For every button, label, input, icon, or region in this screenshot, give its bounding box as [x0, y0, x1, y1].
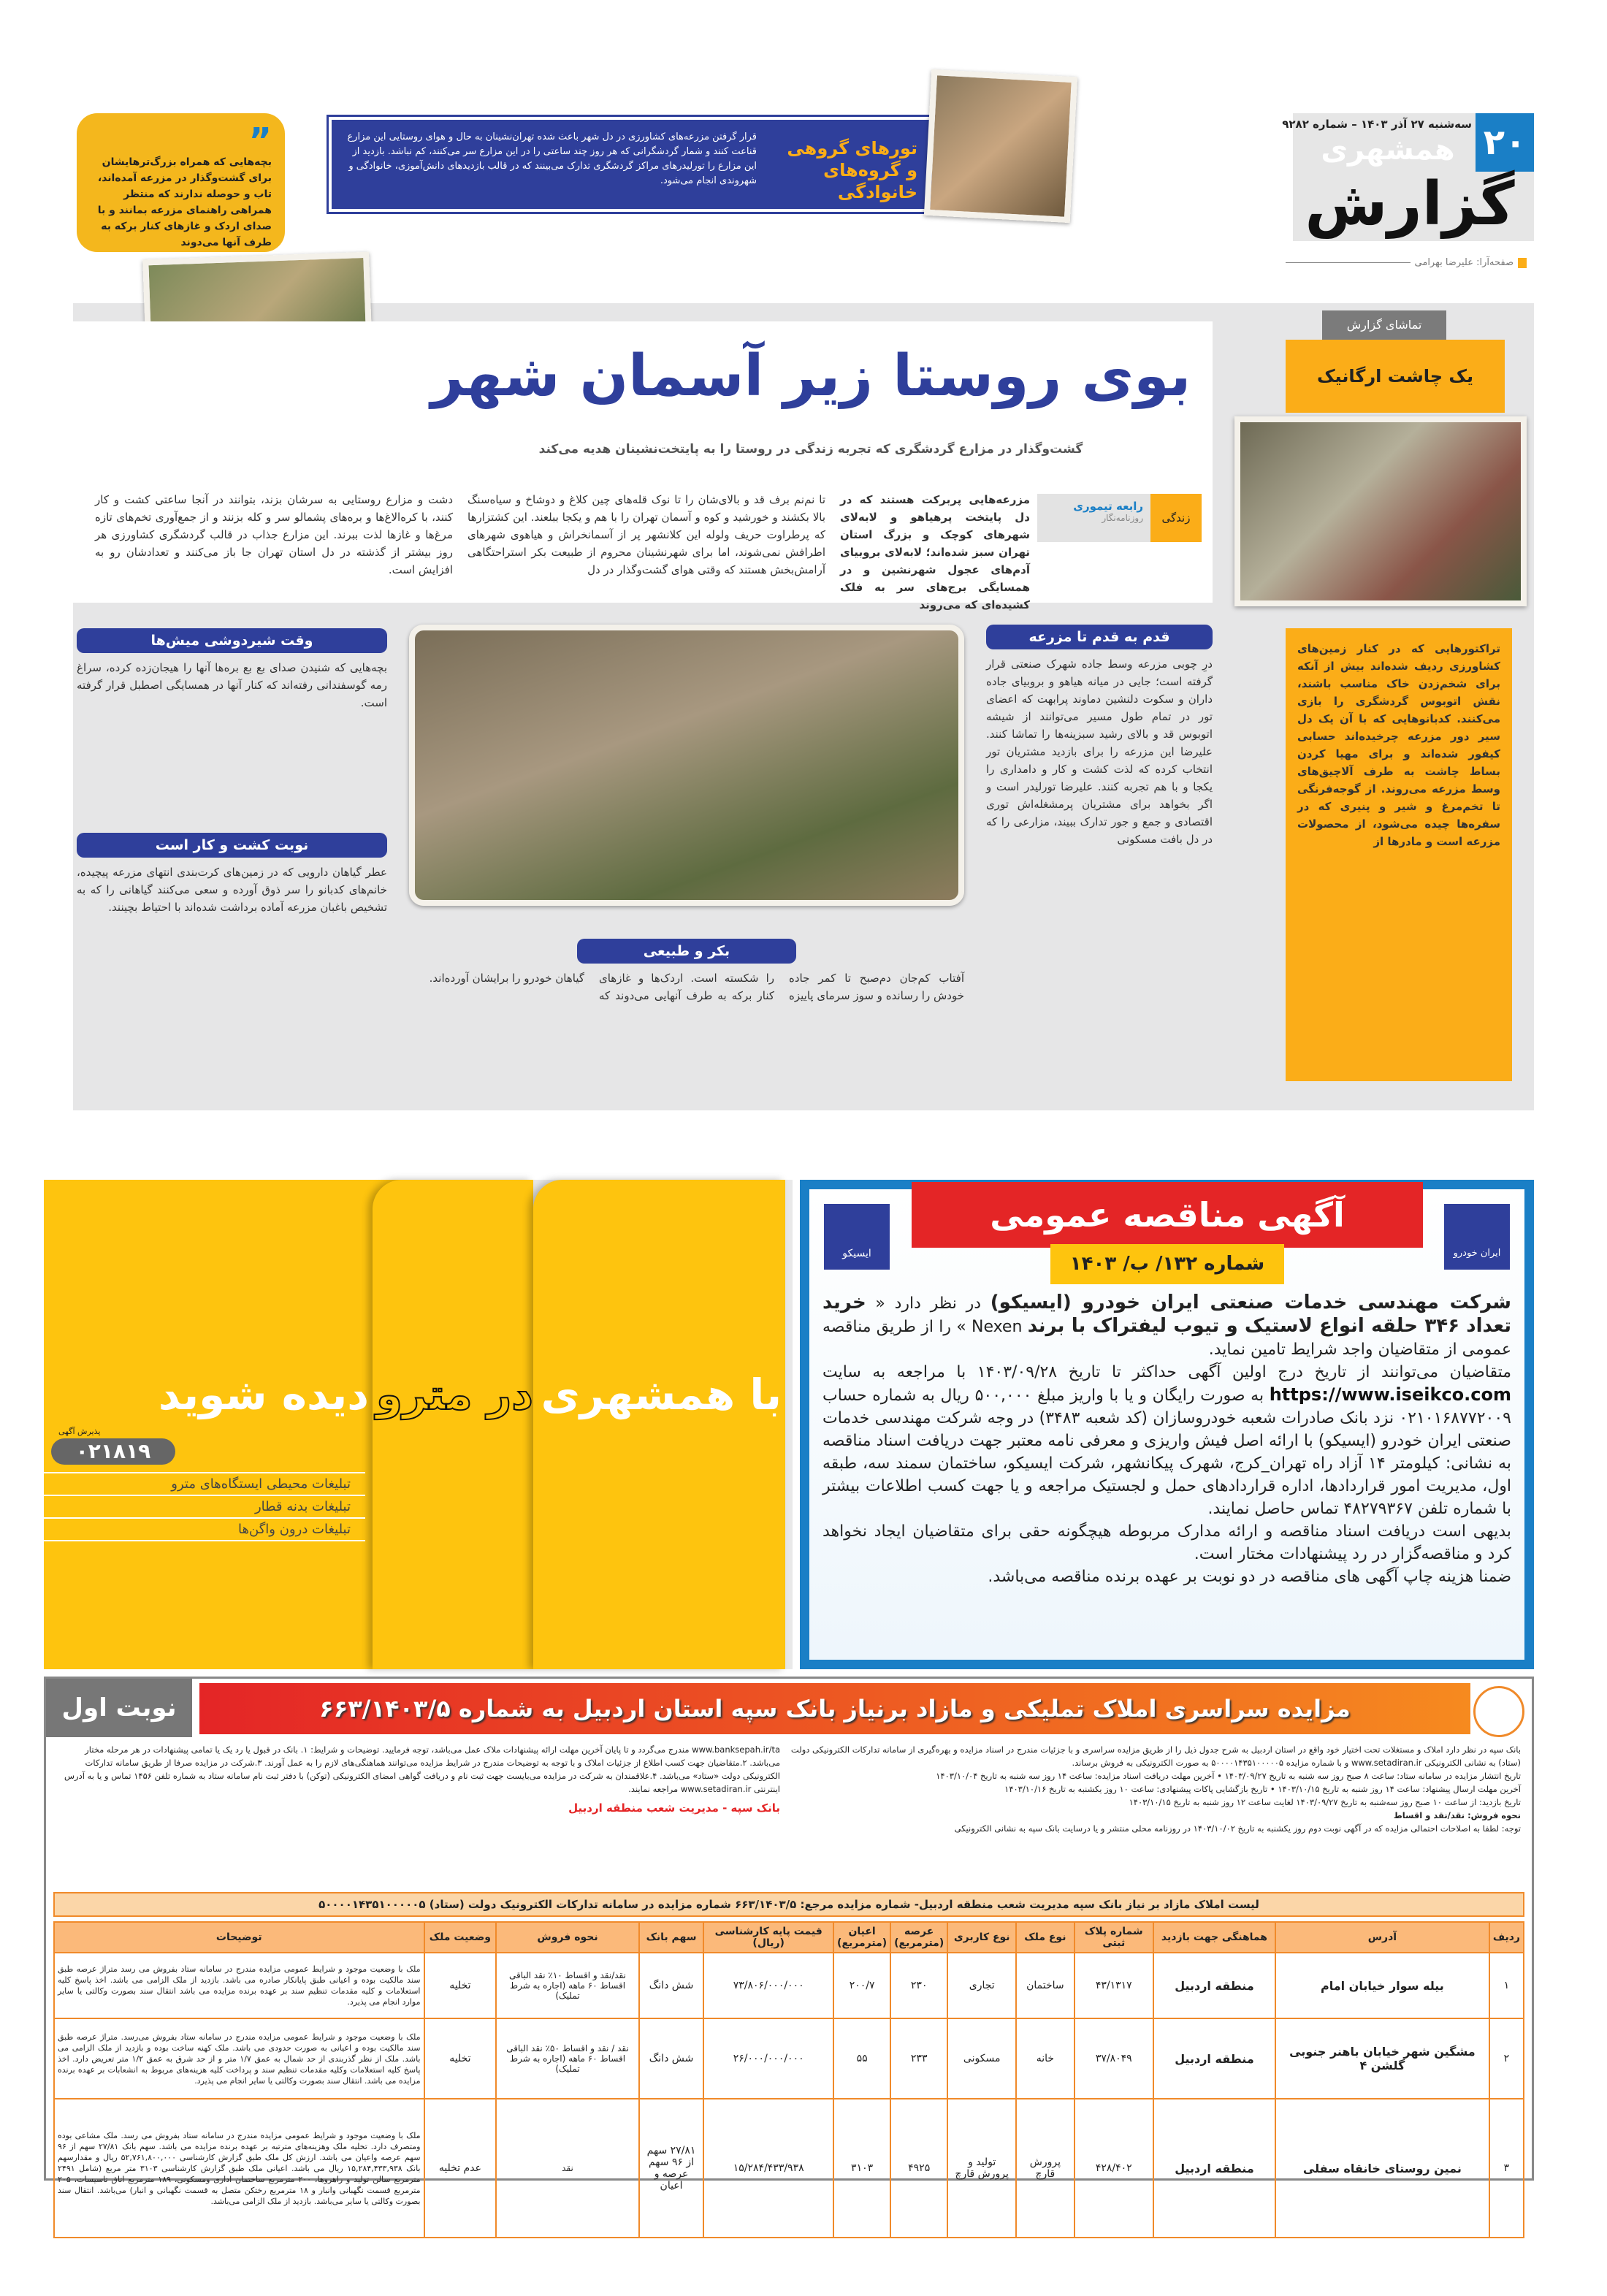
table-cell: ساختمان	[1016, 1953, 1074, 2018]
bullet-icon	[1518, 258, 1527, 268]
table-cell: ۴۳/۱۳۱۷	[1074, 1953, 1153, 2018]
table-cell: عدم تخلیه	[424, 2099, 497, 2238]
table-cell: تجاری	[947, 1953, 1016, 2018]
auction-title: مزایده سراسری املاک تملیکی و مازاد برنیاز بانک سپه استان اردبیل به شماره ۶۶۳/۱۴۰۳/۵	[199, 1683, 1470, 1734]
column-header: قیمت پایه کارشناسی (ریال)	[703, 1922, 833, 1953]
quote-icon: ”	[248, 121, 272, 161]
tender-url-link[interactable]: https://www.iseikco.com	[1269, 1384, 1511, 1405]
divider	[1286, 262, 1411, 263]
category-tag: زندگی	[1150, 494, 1202, 542]
table-cell: منطقه اردبیل	[1153, 2099, 1275, 2238]
table-cell: ۳۷/۸۰۴۹	[1074, 2018, 1153, 2099]
table-cell: ملک با وضعیت موجود و شرایط عمومی مزایده مندرج در سامانه ستاد بفروش می‌رسد. متراژ عرصه طبق سند مالکیت بوده و اعیانی به صورت حدودی می باشد. ملک کهنه ساخت بوده و بازدید از ملک الزامی می باشد. ملک از نظر گذربندی از حد شمال به عمق ۱/۷ متر و از حد شرق به عمق ۱/۲ متر تعریض دارد. اخذ پاسخ کلیه استعلامات وکلیه مقدمات تنظیم سند و پرداخت کلیه هزینه‌های مربوط به انشعابات بر عهده برنده مزایده می باشد. انتقال سند بصورت وکالتی یا سایر انجام می پذیرد.	[54, 2018, 424, 2099]
table-cell: پرورش قارچ	[1016, 2099, 1074, 2238]
table-cell: ملک با وضعیت موجود و شرایط عمومی مزایده مندرج در سامانه ستاد بفروش می رسد متراژ عرصه طبق سند مالکیت بوده و اعیانی طبق پایانکار صادره می باشد. بازدید از ملک الزامی می باشد. اخذ پاسخ کلیه استعلامات و کلیه مقدمات تنظیم سند بر عهده برنده مزایده می باشد انتقال سند بصورت وکالتی یا سایر موارد انجام می پذیرد.	[54, 1953, 424, 2018]
auction-table	[53, 1921, 1524, 2238]
article-col-3: دشت و مزارع روستایی به سرشان بزند، بتوانند در آنجا ساعتی کشت و کار کنند، با کره‌الاغ‌ها و بره‌های پشمالو سر و کله بزنند و از جمع‌آوری تخم‌های تازه مرغ‌ها و غازها لذت ببرند. این مزارع جذاب در قالب گردشگری کشاورزی هر روز بیشتر از گذشته در دل استان تهران جا باز می‌کنند و تعدادشان رو به افزایش است.	[95, 493, 453, 576]
photo-farm-visitors	[409, 625, 964, 906]
section-pristine: بکر و طبیعی آفتاب کم‌جان دم‌صبح تا کمر جاده خودش را رسانده و سوز سرمای پاییزه را شکسته است. اردک‌ها و غازهای کنار برکه به طرف آنهایی می‌دوند که گیاهان خودرو را برایشان آورده‌اند.	[409, 939, 964, 1073]
table-cell: نمین روستای خانقاه سفلی	[1275, 2099, 1489, 2238]
table-cell: تولید و پرورش قارچ	[947, 2099, 1016, 2238]
column-header: نوع کاربری	[947, 1922, 1016, 1953]
column-header: سهم بانک	[639, 1922, 704, 1953]
table-cell: ملک با وضعیت موجود و شرایط عمومی مزایده مندرج در سامانه ستاد بفروش می رسد. ملک مشاعی بوده ومتصرف دارد. تخلیه ملک وهزینه‌های مترتبه بر عهده برنده مزایده می باشد. سهم بانک ۲۷/۸۱ سهم از ۹۶ سهم عرصه واعیان می باشد. ارزش کل ملک طبق گزارش کارشناسی ۵۲,۷۶۱,۸۰۰,۰۰۰ ریال و مقدارسهم بانک ۱۵,۲۸۴,۴۳۳,۹۳۸ ریال می باشد. اعیانی ملک طبق گزارش کارشناسی ۳۱۰۳ متر مربع (شامل ۲۴۹۱ مترمربع سالن تولید و راهروها، ۲۰۰ مترمربع ساختمان اداری ومسکونی، ۱۸۹ مترمربع اتاق تاسیسات، ۲۰۵ مترمربع قسمت نگهبانی وانبار و ۱۸ مترمربع رختکن متصل به قسمت نگهبانی و انبار) می‌باشد. انتقال سند بصورت وکالتی یا سایر می‌باشد. بازدید از ملک الزامی می‌باشد.	[54, 2099, 424, 2238]
section-title: قدم به قدم تا مزرعه	[986, 625, 1213, 649]
table-row	[54, 2018, 1524, 2099]
pull-quote: ” بچه‌هایی که همراه بزرگ‌ترهایشان برای گشت‌وگذار در مزرعه آمده‌اند، تاب و حوصله ندارند که منتظر همراهی راهنمای مزرعه بمانند و با صدای اردک و غازهای کنار برکه به طرف آنها می‌دوند	[77, 113, 285, 252]
tender-number: شماره ۱۳۲/ ب/ ۱۴۰۳	[1050, 1244, 1284, 1284]
table-cell: ۷۳/۸۰۶/۰۰۰/۰۰۰	[703, 1953, 833, 2018]
photo-group	[1234, 416, 1527, 606]
table-cell: منطقه اردبیل	[1153, 1953, 1275, 2018]
section-title: گزارش	[1305, 169, 1515, 239]
tender-ad	[800, 1180, 1534, 1669]
metro-ad-line3: دیده شوید	[158, 1370, 369, 1419]
table-row	[54, 2099, 1524, 2238]
teaser-banner	[329, 117, 935, 212]
author-role: روزنامه‌نگار	[1102, 513, 1143, 523]
tender-para-2: متقاضیان می‌توانند از تاریخ درج اولین آگهی حداکثر تا تاریخ ۱۴۰۳/۰۹/۲۸ با مراجعه به سایت https://www.iseikco.com به صورت رایگان و یا با واریز مبلغ ۵۰۰,۰۰۰ ریال به شماره حساب ۰۲۱۰۱۶۸۷۷۲۰۰۹ نزد بانک صادرات شعبه خودروسازان (کد شعبه ۳۴۸۳) در وجه شرکت مهندسی خدمات صنعتی ایران خودرو (ایسیکو) با ارائه اصل فیش واریزی و معرفی نامه معتبر جهت دریافت اسناد مناقصه به نشانی: کیلومتر ۱۴ آزاد راه تهران_کرج، شهرک پیکانشهر، شرکت ایسیکو، ساختمان سمند سه، طبقه اول، مدیریت امور قراردادها، اداره قراردادهای حمل و لجستیک مراجعه و یا جهت کسب اطلاعات بیشتر با شماره تلفن ۴۸۲۷۹۳۶۷ تماس حاصل نمایند.	[822, 1363, 1512, 1518]
column-header: شماره پلاک ثبتی	[1074, 1922, 1153, 1953]
table-cell: ۳۱۰۳	[833, 2099, 890, 2238]
table-cell: تخلیه	[424, 1953, 497, 2018]
table-cell: تخلیه	[424, 2018, 497, 2099]
table-cell: ۱	[1489, 1953, 1524, 2018]
table-cell: ۲۳۰	[890, 1953, 947, 2018]
table-cell: شش دانگ	[639, 2018, 704, 2099]
banner-title: تورهای گروهی و گروه‌های خانوادگی	[787, 138, 917, 202]
banner-text: قرار گرفتن مزرعه‌های کشاورزی در دل شهر باعث شده تهران‌نشینان به حال و هوای روستایی این مزارع قناعت کنند و شمار گردشگرانی که هر روز چند ساعتی را در این مزارع سر می‌کنند، کم نباشد. بازدید از این مزارع را تورلیدرهای مراکز گردشگری تدارک می‌بینند که در قالب بازدیدهای دانش‌آموزی، خانوادگی و شهروندی انجام می‌شود.	[347, 131, 757, 186]
table-cell: ۳	[1489, 2099, 1524, 2238]
ad-item: تبلیغات بدنه قطار	[44, 1495, 365, 1517]
iseikco-logo: ایسیکو	[824, 1204, 890, 1270]
column-header: نحوه فروش	[496, 1922, 638, 1953]
metro-ad-line1: با همشهری	[541, 1370, 782, 1419]
column-header: وضعیت ملک	[424, 1922, 497, 1953]
section-step-by-step: قدم به قدم تا مزرعه درِ چوبی مزرعه وسط جاده شهرک صنعتی قرار گرفته است؛ جایی در میانه هیاهو و بروبیای جاده‌ داران و سکوت دلنشین دماوند پرابهت که اعضای تور در تمام طول مسیر می‌توانند از شیشه اتوبوس قد و بالای رشید سبزینه‌ها را تماشا کنند. علیرضا این مزرعه را برای بازدید مشتریان تور انتخاب کرده که لذت کشت و کار و دامداری را یکجا و با هم تجربه کنند. علیرضا تورلیدر است و اگر بخواهد برای مشتریان پرمشغله‌اش توری اقتصادی و جمع و جور تدارک ببیند، مزارعی را که در دل بافت مسکونی	[986, 625, 1213, 1088]
column-header: ردیف	[1489, 1922, 1524, 1953]
table-cell: منطقه اردبیل	[1153, 2018, 1275, 2099]
table-cell: ۲۰۰/۷	[833, 1953, 890, 2018]
column-header: نوع ملک	[1016, 1922, 1074, 1953]
tender-title: آگهی مناقصه عمومی	[912, 1182, 1423, 1248]
page-number: ۲۰	[1476, 113, 1534, 172]
author-name: رابعه تیموری	[1073, 500, 1143, 513]
table-cell: ۴۹۲۵	[890, 2099, 947, 2238]
column-header: توضیحات	[54, 1922, 424, 1953]
auction-list-title: لیست املاک مازاد بر نیاز بانک سپه مدیریت شعب منطقه اردبیل- شماره مزایده مرجع: ۶۶۳/۱۴۰۳/۵ شماره مزایده در سامانه تدارکات الکترونیک دولت (ستاد) ۵۰۰۰۰۱۴۳۵۱۰۰۰۰۰۵	[53, 1892, 1524, 1917]
ikco-logo: ایران خودرو	[1444, 1204, 1510, 1270]
article-col-2: تا نم‌نم برف قد و بالای‌شان را تا نوک قله‌های چین کلاغ و دوشاخ و سیاه‌سنگ بالا بکشند و خورشید و کوه و آسمان تهران را با هم و یکجا ببلعند. این کشتزارها که پرطراوت حریف ولوله این کلانشهر پر از آسمانخراش و هیاهوی شهرهای اطرافش نمی‌شوند، اما برای شهرنشینان محروم از طبیعت بکر استراحتگاهی آرامش‌بخش هستند که وقتی هوای گشت‌وگذار در دل	[467, 493, 825, 576]
table-cell: مشگین شهر خیابان باهنر جنوبی گلشن ۴	[1275, 2018, 1489, 2099]
metro-ad-items	[44, 1472, 365, 1541]
round-badge: نوبت اول	[46, 1679, 192, 1737]
date-line: سه‌شنبه ۲۷ آذر ۱۴۰۳ – شماره ۹۲۸۲	[1282, 118, 1472, 131]
column-header: عرصه (مترمربع)	[890, 1922, 947, 1953]
photo-child-donkey	[924, 69, 1077, 223]
paper-name: همشهری	[1321, 133, 1455, 167]
sidebar-title: یک چاشت ارگانیک	[1286, 340, 1505, 413]
tender-para-1: شرکت مهندسی خدمات صنعتی ایران خودرو (ایسیکو) در نظر دارد « خرید تعداد ۳۴۶ حلقه انواع لاستیک و تیوب لیفتراک با برند Nexen » را از طریق مناقصه عمومی از متقاضیان واجد شرایط تامین نماید.	[822, 1292, 1511, 1359]
table-cell: شش دانگ	[639, 1953, 704, 2018]
table-cell: ۲	[1489, 2018, 1524, 2099]
table-cell: نقد	[496, 2099, 638, 2238]
lead-text: مزرعه‌هایی پربرکت هستند که در دل پایتخت پرهیاهو و لابه‌لای شهرهای کوچک و بزرگ استان تهران سبز شده‌اند؛ لابه‌لای بروبیای آدم‌های عجول شهرنشین و در همسایگی برج‌های سر به فلک کشیده‌ای که می‌روند	[840, 493, 1030, 611]
byline	[1037, 494, 1202, 542]
table-cell: بیله سوار خیابان امام	[1275, 1953, 1489, 2018]
ad-item: تبلیغات محیطی ایستگاه‌های مترو	[44, 1472, 365, 1495]
bank-sepah-logo	[1473, 1686, 1524, 1737]
section-planting: نوبت کشت و کار است عطر گیاهان دارویی که در زمین‌های کرت‌بندی انتهای مزرعه پیچیده، خانم‌های کدبانو را سر ذوق آورده و سعی می‌کنند گیاهانی را که به تشخیص باغبان مزرعه آماده برداشت شده‌اند با احتیاط بچینند.	[77, 833, 387, 1091]
table-cell: نقد/نقد و اقساط ۱۰٪ نقد الباقی اقساط ۶۰ ماهه (اجاره به شرط تملیک)	[496, 1953, 638, 2018]
table-cell: ۱۵/۲۸۴/۴۳۳/۹۳۸	[703, 2099, 833, 2238]
table-cell: ۲۷/۸۱ سهم از ۹۶ سهم عرصه و اعیان	[639, 2099, 704, 2238]
tender-para-4: ضمنا هزینه چاپ آگهی های مناقصه در دو نوبت بر عهده برنده مناقصه می‌باشد.	[988, 1568, 1511, 1586]
subhead: گشت‌وگذار در مزارع گردشگری که تجربه زندگی در روستا را به پایتخت‌نشینان هدیه می‌کند	[538, 442, 1083, 457]
auction-terms: www.banksepah.ir/ta مندرج می‌گردد و تا پایان آخرین مهلت ارائه پیشنهادات ملاک عمل می‌باشد، توجه فرمایید. توضیحات و شرایط: ۱. بانک در قبول یا رد یک یا تمامی پیشنهادات در هر مرحله مختار می‌باشد. ۲.متقاضیان جهت کسب اطلاع از جزئیات املاک و با توجه به توضیحات مندرج در شرایط مزایده می‌توانند هماهنگی‌های لازم را به عمل آورند. ۳.شرکت در مزایده صرفا از طریق سامانه تدارکات الکترونیکی دولت «ستاد» می‌باشد. ۴.علاقمندان به شرکت در مزایده می‌بایست جهت ثبت نام و دریافت گواهی امضای الکترونیکی (توکن) با دفتر ثبت نام سامانه ستاد به شماره تلفن ۱۴۵۶ تماس و یا به آدرس اینترنتی www.setadiran.ir مراجعه نمایند. بانک سپه - مدیریت شعب منطقه اردبیل	[57, 1743, 780, 1815]
column-header: اعیان (مترمربع)	[833, 1922, 890, 1953]
section-title: وقت شیردوشی میش‌ها	[77, 628, 387, 653]
metro-ad-line2: در مترو	[375, 1370, 533, 1419]
table-cell: ۲۶/۰۰۰/۰۰۰/۰۰۰	[703, 2018, 833, 2099]
tender-para-3: بدیهی است دریافت اسناد مناقصه و ارائه مدارک مربوطه هیچگونه حقی برای متقاضیان ایجاد نخواهد کرد و مناقصه‌گزار در رد پیشنهادات مختار است.	[822, 1522, 1511, 1563]
table-cell: ۴۲۸/۴۰۲	[1074, 2099, 1153, 2238]
metro-ad[interactable]	[44, 1180, 793, 1669]
table-cell: نقد / نقد و اقساط ۵۰٪ نقد الباقی اقساط ۶۰ ماهه (اجاره به شرط تملیک)	[496, 2018, 638, 2099]
table-cell: ۵۵	[833, 2018, 890, 2099]
auction-intro: بانک سپه در نظر دارد املاک و مستغلات تحت اختیار خود واقع در استان اردبیل به شرح جدول ذیل را از طریق مزایده سراسری و با جزئیات مندرج در اسناد مزایده و بهره‌گیری از سامانه تدارکات الکترونیکی دولت (ستاد) به نشانی الکترونیکی www.setadiran.ir و با شماره مزایده ۵۰۰۰۰۱۴۳۵۱۰۰۰۰۰۵ به صورت الکترونیکی به فروش برساند. تاریخ انتشار مزایده در سامانه ستاد: ساعت ۸ صبح روز سه شنبه به تاریخ ۱۴۰۳/۰۹/۲۷ • آخرین مهلت دریافت اسناد مزایده: ساعت ۱۴ روز سه شنبه به تاریخ ۱۴۰۳/۱۰/۰۴ آخرین مهلت ارسال پیشنهاد: ساعت ۱۴ روز شنبه به تاریخ ۱۴۰۳/۱۰/۱۵ • تاریخ بازگشایی پاکات پیشنهادی: ساعت ۱۰ روز یکشنبه به تاریخ ۱۴۰۳/۱۰/۱۶ تاریخ بازدید: از ساعت ۱۰ صبح روز سه‌شنبه به تاریخ ۱۴۰۳/۰۹/۲۷ لغایت ساعت ۱۲ روز شنبه به تاریخ ۱۴۰۳/۱۰/۱۵ نحوه فروش: نقد/نقد و اقساط توجه: لطفا به اصلاحات احتمالی مزایده که در آگهی نوبت دوم روز یکشنبه به تاریخ ۱۴۰۳/۱۰/۰۲ در روزنامه محلی منتشر و یا درسایت بانک سپه به نشانی الکترونیکی	[790, 1744, 1521, 1834]
sidebar-kicker: تماشای گزارش	[1322, 310, 1446, 340]
auction-ad	[44, 1677, 1534, 2206]
table-cell: ۲۳۳	[890, 2018, 947, 2099]
column-header: هماهنگی جهت بازدید	[1153, 1922, 1275, 1953]
section-title: بکر و طبیعی	[577, 939, 796, 964]
table-cell: خانه	[1016, 2018, 1074, 2099]
headline: بوی روستا زیر آسمان شهر	[430, 343, 1191, 409]
column-header: آدرس	[1275, 1922, 1489, 1953]
phone-label: پذیرش آگهی	[58, 1427, 101, 1436]
section-milking: وقت شیردوشی میش‌ها بچه‌هایی که شنیدن صدای بع بع بره‌ها آنها را هیجان‌زده کرده، سراغ رمه گوسفندانی رفته‌اند که کنار آنها در همسایگی اصطبل قرار گرفته است.	[77, 628, 387, 821]
designer-credit: صفحه‌آرا: علیرضا بهرامی	[1286, 257, 1527, 268]
table-cell: مسکونی	[947, 2018, 1016, 2099]
auction-signature: بانک سپه - مدیریت شعب منطقه اردبیل	[568, 1801, 780, 1815]
phone-number: ۰۲۱۸۱۹	[51, 1438, 175, 1465]
table-row	[54, 1953, 1524, 2018]
sidebar-text: تراکتورهایی که در کنار زمین‌های کشاورزی ردیف شده‌اند بیش از آنکه برای شخم‌زدن خاک مناسب باشند، نقش اتوبوس گردشگری را بازی می‌کنند. کدبانوهایی که با آن یک دل سیر دور مزرعه چرخیده‌اند حسابی کیفور شده‌اند و برای مهیا کردن بساط چاشت به طرف آلاچیق‌های وسط مزرعه می‌روند. از گوجه‌فرنگی تا تخم‌مرغ و شیر و پنیری که در سفره‌ها چیده می‌شود، از محصولات مزرعه است و مادرها از	[1286, 628, 1512, 1081]
section-title: نوبت کشت و کار است	[77, 833, 387, 858]
ad-item: تبلیغات درون واگن‌ها	[44, 1517, 365, 1541]
